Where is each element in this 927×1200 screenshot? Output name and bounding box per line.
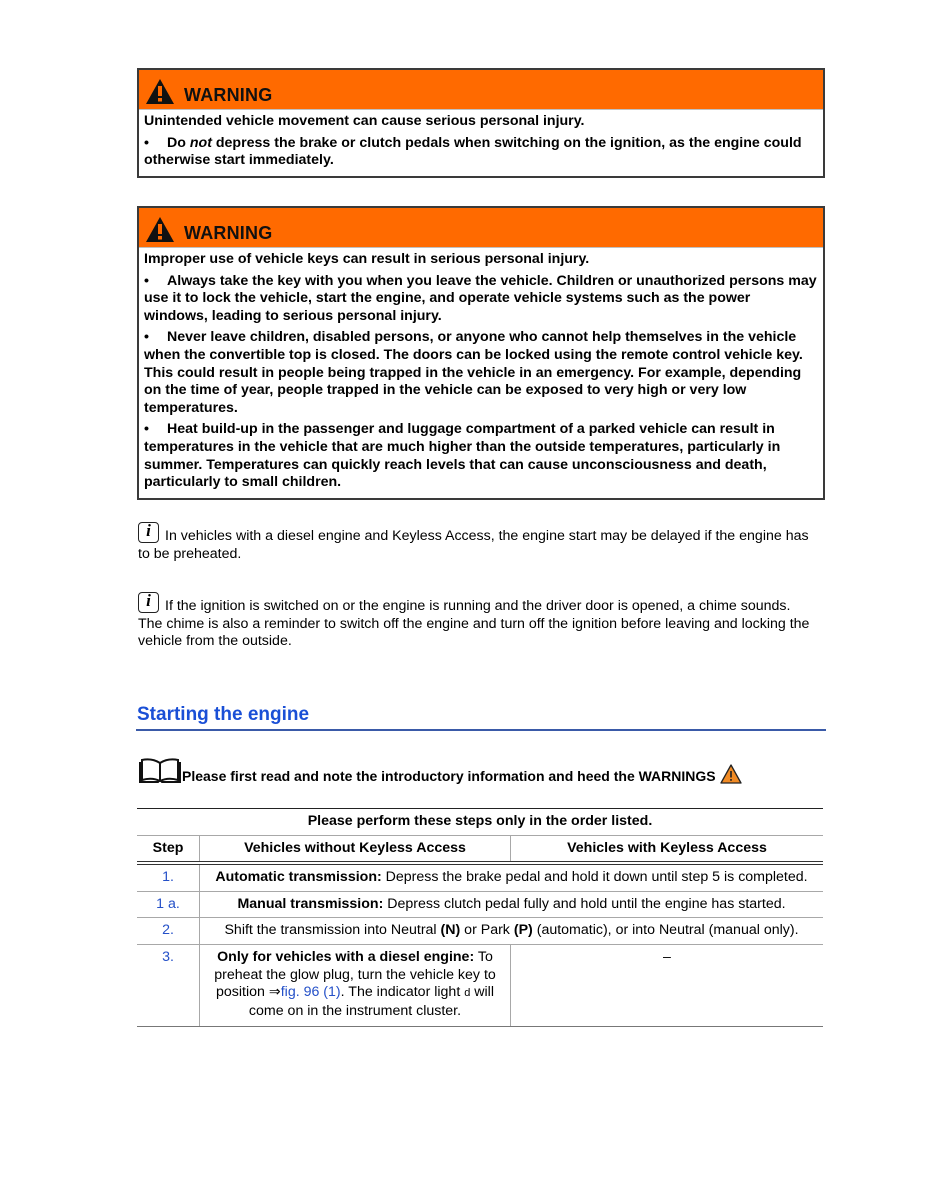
warning-bullet: • Never leave children, disabled persons, or anyone who cannot help themselves in the vehicle when the convertible top is closed. The doors can be locked using the remote control vehicle key. This could result in people being trapped in the vehicle in an emergency. For example, depending on the time of year, people trapped in the vehicle can be exposed to very high or very low temperatures. [144, 329, 803, 416]
table-caption: Please perform these steps only in the order listed. [137, 809, 823, 836]
info-note-diesel-keyless: i In vehicles with a diesel engine and Keyless Access, the engine start may be delayed if the engine has to be preheated. [138, 521, 809, 562]
section-title: Starting the engine [137, 704, 310, 725]
step-description: Manual transmission: Depress clutch pedal fully and hold until the engine has started. [200, 891, 824, 918]
table-row [137, 918, 823, 945]
intro-line [138, 758, 742, 784]
warning-box-vehicle-movement [137, 68, 825, 178]
step-description: Shift the transmission into Neutral (N) or Park (P) (automatic), or into Neutral (manual only). [200, 918, 824, 945]
warning-header [139, 70, 823, 110]
arrow-icon: ⇒ [268, 984, 281, 1001]
step-number: 1 a. [137, 891, 200, 918]
step-number: 2. [137, 918, 200, 945]
column-header-with-keyless: Vehicles with Keyless Access [511, 835, 824, 863]
step-description: Automatic transmission: Depress the brake pedal and hold it down until step 5 is completed. [200, 863, 824, 891]
warning-box-vehicle-keys [137, 206, 825, 500]
steps-table [137, 808, 823, 1027]
step-number: 1. [137, 863, 200, 891]
intro-text: Please first read and note the introductory information and heed the WARNINGS [182, 768, 716, 784]
warning-bullet: • Do not depress the brake or clutch pedals when switching on the ignition, as the engine could otherwise start immediately. [144, 134, 802, 169]
table-row [137, 891, 823, 918]
warning-lead: Improper use of vehicle keys can result in serious personal injury. [144, 251, 590, 267]
warning-header [139, 208, 823, 248]
column-header-without-keyless: Vehicles without Keyless Access [200, 835, 511, 863]
warning-triangle-icon [145, 216, 175, 243]
warning-title: WARNING [184, 223, 273, 243]
info-note-chime: i If the ignition is switched on or the engine is running and the driver door is opened, a chime sounds. The chime is also a reminder to switch off the engine and turn off the ignition before leaving and locking the vehicle from the outside. [138, 591, 810, 649]
warning-title: WARNING [184, 85, 273, 105]
section-divider [136, 729, 826, 731]
glow-plug-indicator-icon: d [464, 987, 471, 1000]
warning-triangle-icon[interactable] [720, 764, 742, 784]
step-description: Only for vehicles with a diesel engine: To preheat the glow plug, turn the vehicle key to position ⇒fig. 96 (1). The indicator light d will come on in the instrument cluster. [200, 944, 511, 1026]
warning-triangle-icon [145, 78, 175, 105]
step-number: 3. [137, 944, 200, 1026]
figure-link[interactable]: fig. 96 (1) [280, 984, 341, 1001]
warning-bullet: • Always take the key with you when you leave the vehicle. Children or unauthorized persons may use it to lock the vehicle, start the engine, and operate vehicle systems such as the power windows, leading to serious personal injury. [144, 272, 817, 324]
info-icon: i [138, 592, 159, 613]
info-icon: i [138, 522, 159, 543]
table-row [137, 944, 823, 1026]
table-row [137, 863, 823, 891]
warning-bullet: • Heat build-up in the passenger and luggage compartment of a parked vehicle can result in temperatures in the vehicle that are much higher than the outside temperatures, particularly in summer. Temperatures can quickly reach levels that can cause unconsciousness and death, particularly to small children. [144, 421, 781, 491]
step-keyless-description: – [511, 944, 824, 1026]
open-book-icon [138, 758, 182, 784]
column-header-step: Step [137, 835, 200, 863]
warning-lead: Unintended vehicle movement can cause serious personal injury. [144, 113, 585, 129]
